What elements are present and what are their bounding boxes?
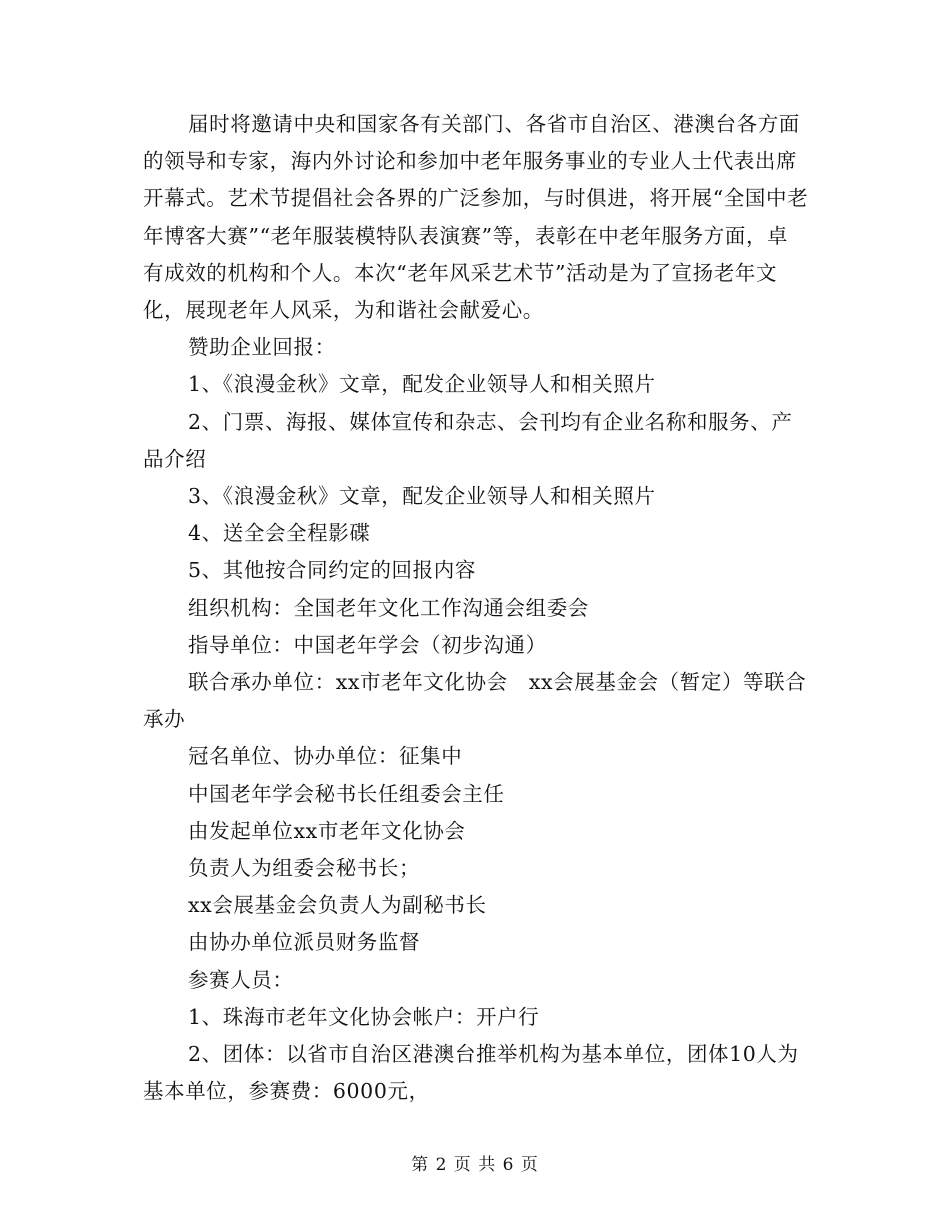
paragraph-committee-director: 中国老年学会秘书长任组委会主任 [188, 781, 505, 806]
document-body [143, 106, 809, 1110]
list-item: 2、门票、海报、媒体宣传和杂志、会刊均有企业名称和服务、产品介绍 [143, 409, 793, 471]
list-item: 2、团体：以省市自治区港澳台推举机构为基本单位，团体10人为基本单位，参赛费：6000元， [143, 1042, 799, 1104]
list-item: 1、《浪漫金秋》文章，配发企业领导人和相关照片 [188, 372, 656, 397]
page-number-footer: 第 2 页 共 6 页 [411, 1155, 539, 1175]
paragraph-deputy-secretary: xx会展基金会负责人为副秘书长 [188, 893, 487, 918]
paragraph-sponsor-heading: 赞助企业回报： [188, 335, 336, 360]
paragraph-participants-heading: 参赛人员： [188, 967, 294, 992]
paragraph-intro: 届时将邀请中央和国家各有关部门、各省市自治区、港澳台各方面的领导和专家，海内外讨论和参加中老年服务事业的专业人士代表出席开幕式。艺术节提倡社会各界的广泛参加，与时俱进，将开展“全国中老年博客大赛”“老年服装模特队表演赛”等，表彰在中老年服务方面，卓有成效的机构和个人。本次“老年风采艺术节”活动是为了宣扬老年文化，展现老年人风采，为和谐社会献爱心。 [143, 112, 809, 323]
list-item: 5、其他按合同约定的回报内容 [188, 558, 476, 583]
list-item: 3、《浪漫金秋》文章，配发企业领导人和相关照片 [188, 484, 656, 509]
paragraph-guidance-unit: 指导单位：中国老年学会（初步沟通） [188, 632, 547, 657]
paragraph-sponsors: 冠名单位、协办单位：征集中 [188, 744, 463, 769]
list-item: 1、珠海市老年文化协会帐户：开户行 [188, 1004, 540, 1029]
paragraph-co-organizers: 联合承办单位：xx市老年文化协会 xx会展基金会（暂定）等联合承办 [143, 670, 807, 732]
paragraph-secretary-general: 负责人为组委会秘书长； [188, 856, 421, 881]
paragraph-finance-supervision: 由协办单位派员财务监督 [188, 930, 421, 955]
paragraph-organizer: 组织机构：全国老年文化工作沟通会组委会 [188, 595, 589, 620]
list-item: 4、送全会全程影碟 [188, 521, 371, 546]
paragraph-initiator: 由发起单位xx市老年文化协会 [188, 818, 466, 843]
